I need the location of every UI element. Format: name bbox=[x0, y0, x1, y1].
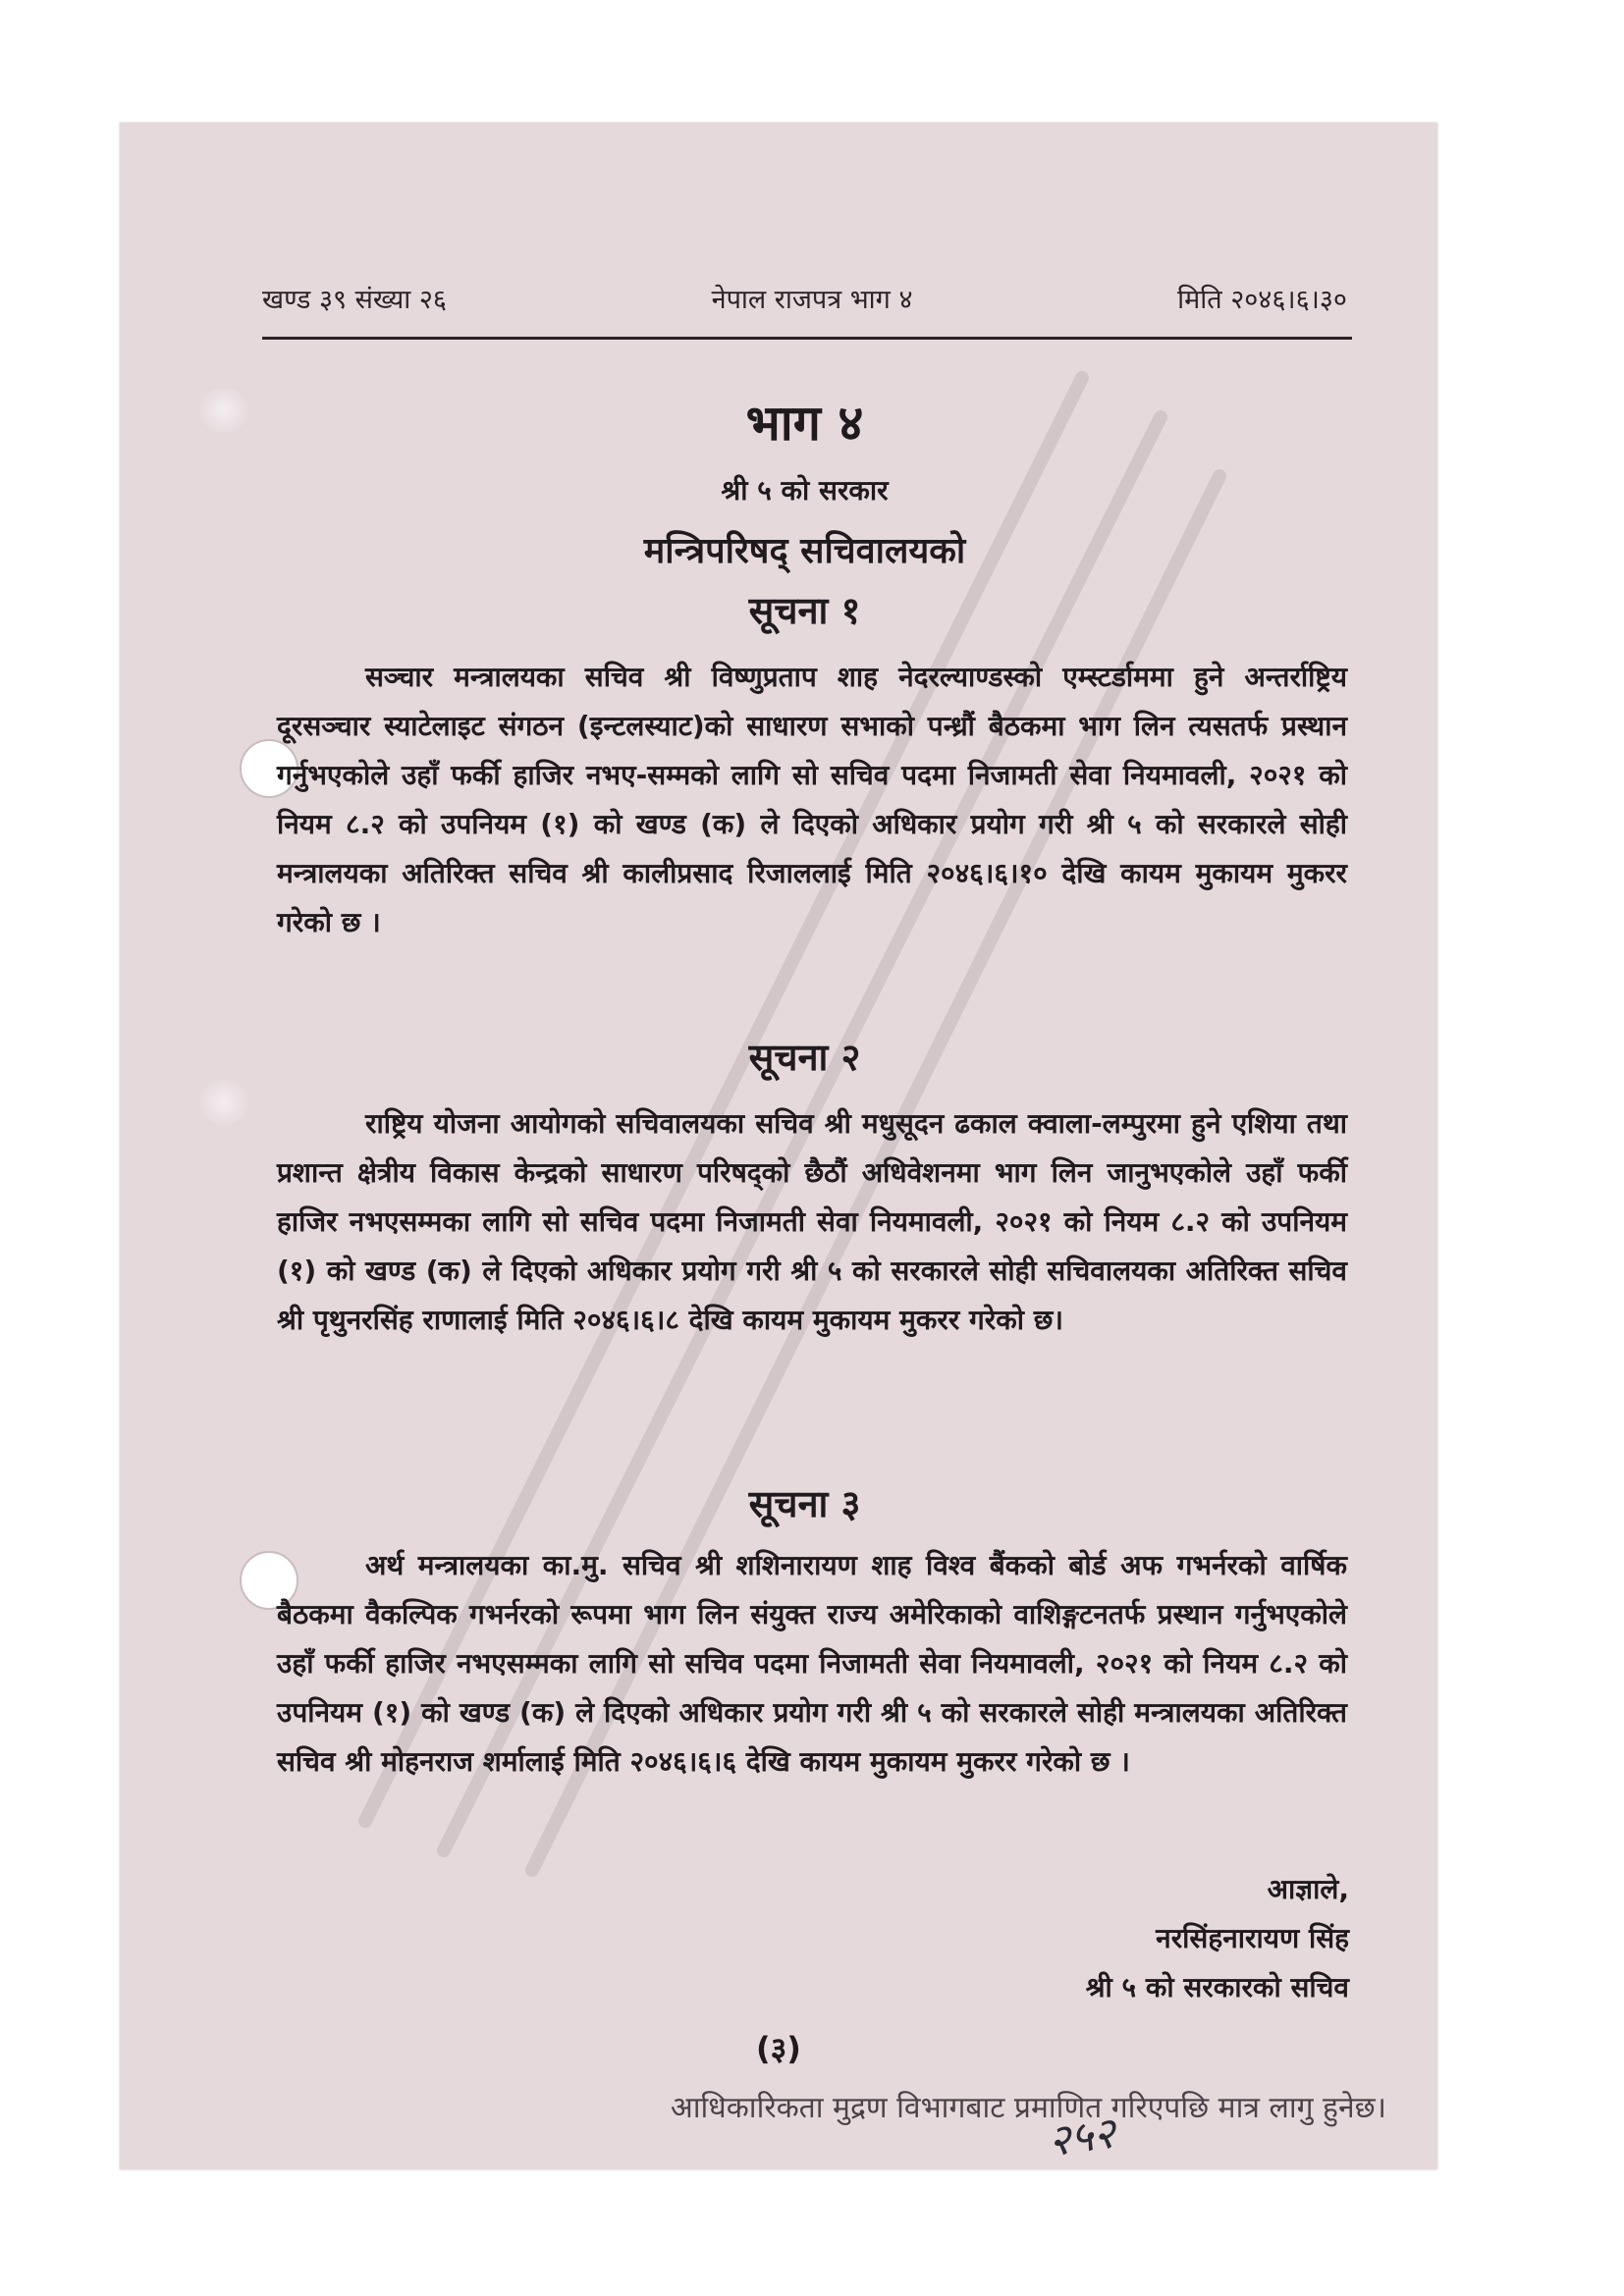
gazette-name: नेपाल राजपत्र भाग ४ bbox=[711, 285, 913, 315]
notice-heading: सूचना २ bbox=[748, 1036, 861, 1079]
handwritten-number: २५२ bbox=[1045, 2108, 1119, 2167]
notice-heading: सूचना १ bbox=[748, 589, 861, 632]
paper-smudge bbox=[198, 388, 249, 433]
notice-heading: सूचना ३ bbox=[748, 1482, 861, 1525]
government-line: श्री ५ को सरकार bbox=[721, 474, 889, 507]
issue-date: मिति २०४६।६।३० bbox=[1177, 285, 1347, 315]
gazette-page bbox=[120, 123, 1437, 2169]
part-title: भाग ४ bbox=[745, 395, 864, 452]
signatory-title: श्री ५ को सरकारको सचिव bbox=[1085, 1971, 1349, 2003]
notice-body: राष्ट्रिय योजना आयोगको सचिवालयका सचिव श्री मधुसूदन ढकाल क्वाला-लम्पुरमा हुने एशिया तथा प्रशान्त क्षेत्रीय विकास केन्द्रको साधारण परिषद्को छैठौं अधिवेशनमा भाग लिन जानुभएकोले उहाँ फर्की हाजिर नभएसम्मका लागि सो सचिव पदमा निजामती सेवा नियमावली, २०२१ को नियम ८.२ को उपनियम (१) को खण्ड (क) ले दिएको अधिकार प्रयोग गरी श्री ५ को सरकारले सोही सचिवालयका अतिरिक्त सचिव श्री पृथुनरसिंह राणालाई मिति २०४६।६।८ देखि कायम मुकायम मुकरर गरेको छ। bbox=[277, 1107, 1347, 1336]
signature-block bbox=[1086, 1865, 1349, 2012]
gazette-header bbox=[262, 280, 1347, 316]
notice-body: सञ्चार मन्त्रालयका सचिव श्री विष्णुप्रताप शाह नेदरल्याण्डस्को एम्स्टर्डाममा हुने अन्तर्राष्ट्रिय दूरसञ्चार स्याटेलाइट संगठन (इन्टलस्याट)को साधारण सभाको पन्ध्रौं बैठकमा भाग लिन त्यसतर्फ प्रस्थान गर्नुभएकोले उहाँ फर्की हाजिर नभए-सम्मको लागि सो सचिव पदमा निजामती सेवा नियमावली, २०२१ को नियम ८.२ को उपनियम (१) को खण्ड (क) ले दिएको अधिकार प्रयोग गरी श्री ५ को सरकारले सोही मन्त्रालयका अतिरिक्त सचिव श्री कालीप्रसाद रिजाललाई मिति २०४६।६।१० देखि कायम मुकायम मुकरर गरेको छ । bbox=[277, 661, 1347, 938]
header-divider bbox=[262, 337, 1352, 340]
page-number: (३) bbox=[756, 2030, 801, 2067]
notice-body: अर्थ मन्त्रालयका का.मु. सचिव श्री शशिनारायण शाह विश्व बैंकको बोर्ड अफ गभर्नरको वार्षिक बैठकमा वैकल्पिक गभर्नरको रूपमा भाग लिन संयुक्त राज्य अमेरिकाको वाशिङ्गटनतर्फ प्रस्थान गर्नुभएकोले उहाँ फर्की हाजिर नभएसम्मका लागि सो सचिव पदमा निजामती सेवा नियमावली, २०२१ को नियम ८.२ को उपनियम (१) को खण्ड (क) ले दिएको अधिकार प्रयोग गरी श्री ५ को सरकारले सोही मन्त्रालयका अतिरिक्त सचिव श्री मोहनराज शर्मालाई मिति २०४६।६।६ देखि कायम मुकायम मुकरर गरेको छ । bbox=[277, 1549, 1347, 1778]
volume-number: खण्ड ३९ संख्या २६ bbox=[262, 285, 447, 315]
signature-order: आज्ञाले, bbox=[1267, 1873, 1349, 1905]
authentication-stamp: आधिकारिकता मुद्रण विभागबाट प्रमाणित गरिएपछि मात्र लागु हुनेछ। bbox=[670, 2091, 1386, 2125]
office-name: मन्त्रिपरिषद् सचिवालयको bbox=[643, 531, 966, 571]
paper-smudge bbox=[198, 1080, 249, 1125]
signatory-name: नरसिंहनारायण सिंह bbox=[1156, 1922, 1349, 1954]
